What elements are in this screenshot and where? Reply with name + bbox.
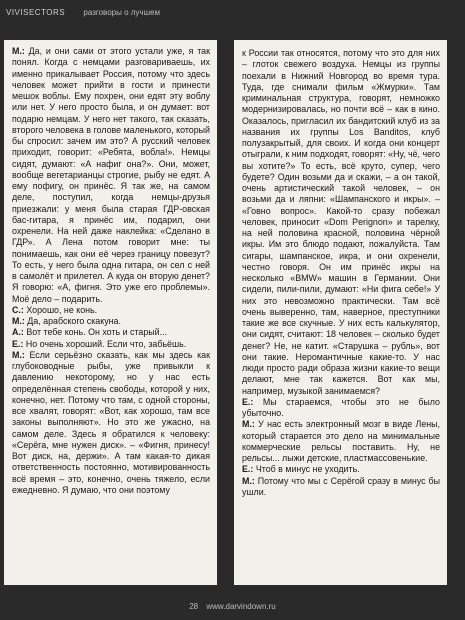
paragraph-text: Если серьёзно сказать, как мы здесь как глубоководные рыбы, уже привыкли к давлению некоторому, но у нас есть определённая степень свободы, которой у них, конечно, нет. Потому что там, с одной стороны, все хвалят, говорят: «Вот, как хорошо, там все законы выполняют». Но это же ужасно, на самом деле. Здесь я обратился к человеку: «Серёга, мне нужен диск». – «Фигня, принесу! Вот диск, на, держи». А там какая-то дикая ответственность постоянно, мотивированность всё время – это, конечно, очень тяжело, если ежедневно. Я думаю, что они поэтому bbox=[12, 349, 210, 495]
interview-paragraph bbox=[12, 339, 210, 350]
paragraph-text: У нас есть электронный мозг в виде Лены, который старается это дело на минимальные коммерческие рельсы поставить. Ну, не рельсы... лыжи детские, пластмассовенькие. bbox=[242, 419, 440, 463]
speaker-label: М.: bbox=[12, 46, 25, 56]
paragraph-text: Вот тебе конь. Он хоть и старый... bbox=[26, 327, 167, 338]
speaker-label: Е.: bbox=[242, 464, 254, 475]
text-column-left bbox=[4, 40, 217, 585]
speaker-label: Е.: bbox=[242, 396, 254, 407]
magazine-section-brand: VIVISECTORS bbox=[6, 8, 66, 17]
interview-paragraph bbox=[242, 464, 440, 475]
interview-paragraph bbox=[242, 476, 440, 499]
speaker-label: М.: bbox=[12, 349, 25, 360]
page-number: 28 bbox=[189, 602, 199, 611]
paragraph-text: Да, и они сами от этого устали уже, я так понял. Когда с немцами разговариваешь, их именно прикалывает Россия, потому что здесь человек может прийти в гости и принести мешок воблы. Ему похрен, они едят эту воблу или нет. У него просто была, и он думает: вот подарю немцам. У него нет такого, так сказать, второго человека в голове маленького, который бы спросил: зачем им это? А русский человек приходит, говорит: «Ребята, вобла!». Немцы сидят, думают: «А нафиг она?». Они, может, вообще вегетарианцы строгие, рыбу не едят. А ему пофигу, он принёс. Я так же, на самом деле, поступил, когда немцы-друзья приезжали: у меня была старая ГДР-овская бас-гитара, я принёс им, подарил, они охренели. На ней даже наклейка: «Сделано в ГДР». А Лена потом говорит мне: ты понимаешь, как они её через границу повезут? То есть, у него была одна гитара, он сел с ней в самолёт и прилетел. А куда он вторую денет? Я говорю: «А, фигня. Это уже его проблемы». Моё дело – подарить. bbox=[12, 46, 210, 304]
interview-paragraph bbox=[12, 46, 210, 305]
paragraph-text: Потому что мы с Серёгой сразу в минус бы ушли. bbox=[242, 475, 440, 497]
page-footer bbox=[0, 602, 465, 611]
speaker-label: М.: bbox=[12, 316, 25, 326]
paragraph-text: Чтоб в минус не уходить. bbox=[255, 464, 360, 475]
paragraph-text: Мы стараемся, чтобы это не было убыточно. bbox=[242, 396, 440, 418]
interview-paragraph bbox=[12, 316, 210, 327]
interview-paragraph bbox=[242, 419, 440, 464]
speaker-label: А.: bbox=[12, 327, 24, 338]
text-column-right bbox=[234, 40, 447, 585]
paragraph-text: Хорошо, не конь. bbox=[26, 304, 98, 315]
paragraph-text: Но очень хороший. Если что, забьёшь. bbox=[25, 338, 187, 349]
footer-url: www.darvindown.ru bbox=[206, 602, 276, 611]
interview-paragraph bbox=[242, 48, 440, 397]
page-header bbox=[6, 8, 160, 22]
interview-paragraph bbox=[12, 327, 210, 338]
speaker-label: М.: bbox=[242, 419, 255, 430]
paragraph-text: к России так относятся, потому что это для них – глоток свежего воздуха. Немцы из группы поехали в Нижний Новгород во время тура. Туда, где снимали фильм «Жмурки». Там криминальная структура, говорят, немножко модернизировалась, но почти всё – как в кино. Оказалось, пригласил их бандитский клуб из за названия их группы Los Banditos, клуб полузакрытый, для своих. И когда они концерт отыграли, к ним подходят, говорят: «Ну, чё, чего вы хотите?» То есть, всё круто, супер, чего будете? Один возьми да и скажи, – а он такой, очень артистический такой человек, – он возьми да и ляпни: «Шампанского и икры». – «Говно вопрос». Какой-то сразу побежал человек, приносит «Dom Perignon» и тарелку, на ней половина красной, половина чёрной икры. Им это блюдо подают, пожалуйста. Там сигары, шампанское, икра, и они охренели, честно говоря. Он им принёс икры на несколько «BMW» машин в Германии. Они сидели, пили-пили, думают: «Ни фига себе!» У них это невозможно практически. Там всё очень выверенно, там, наверное, преступники такие же все скучные. У них есть калькулятор, они сидят, считают: 18 человек – сколько будет денег? Не, не катит. «Старушка – рубль», вот они такие. Неромантичные какие-то. У нас люди просто ради образа жизни какие-то вещи делают, мне так кажется. Вот как мы, например, музыкой занимаемся? bbox=[242, 48, 440, 396]
speaker-label: Е.: bbox=[12, 338, 24, 349]
interview-paragraph bbox=[12, 350, 210, 496]
interview-paragraph bbox=[12, 305, 210, 316]
interview-paragraph bbox=[242, 397, 440, 420]
paragraph-text: Да, арабского скакуна. bbox=[27, 316, 121, 326]
section-title: разговоры о лучшем bbox=[83, 8, 160, 17]
speaker-label: С.: bbox=[12, 304, 24, 315]
speaker-label: М.: bbox=[242, 475, 255, 486]
